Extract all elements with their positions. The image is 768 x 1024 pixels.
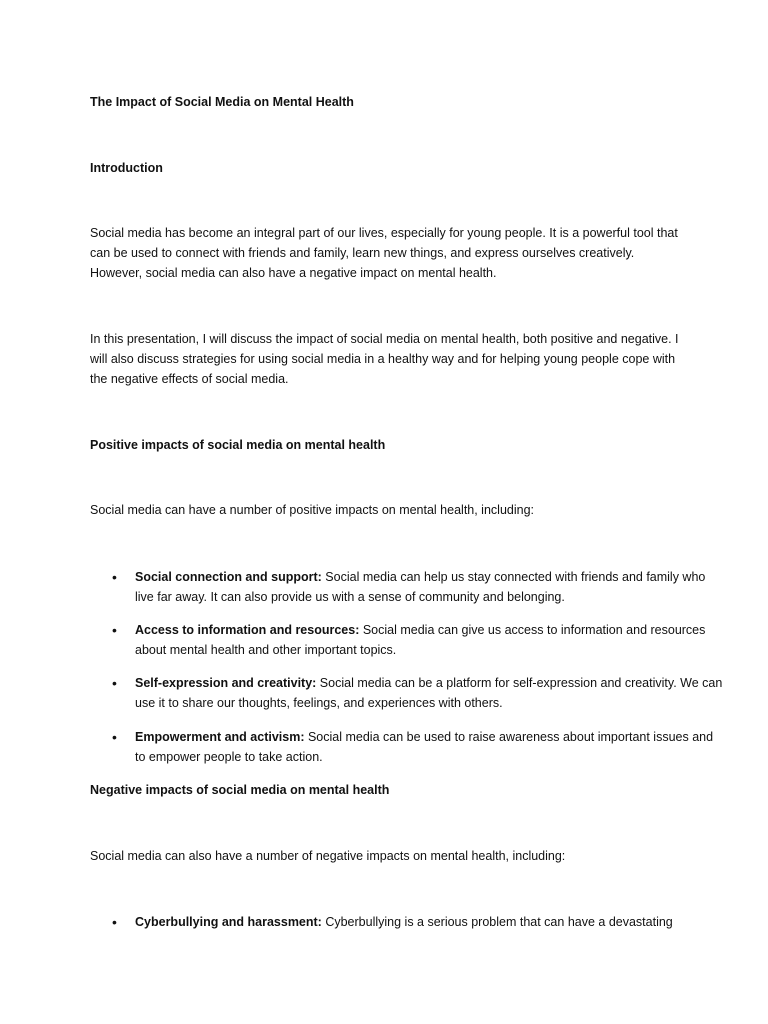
bullet-icon: • [112, 914, 117, 930]
intro-paragraph-1: Social media has become an integral part of our lives, especially for young people. It is a powerful tool that can be used to connect with friends and family, learn new things, and express ourselves creatively. However, social media can also have a negative impact on mental health. [90, 226, 678, 280]
bullet-icon: • [112, 569, 117, 585]
bullet-term: Access to information and resources: [135, 623, 360, 637]
bullet-term: Cyberbullying and harassment: [135, 915, 322, 929]
bullet-icon: • [112, 622, 117, 638]
list-item [90, 912, 725, 932]
negative-impacts-heading: Negative impacts of social media on mental health [90, 783, 390, 797]
list-item [90, 620, 725, 660]
bullet-term: Self-expression and creativity: [135, 676, 317, 690]
list-item [90, 727, 725, 767]
positive-impacts-intro: Social media can have a number of positive impacts on mental health, including: [90, 503, 535, 517]
document-title: The Impact of Social Media on Mental Health [90, 95, 354, 109]
bullet-text: Cyberbullying is a serious problem that can have a devastating [321, 915, 673, 929]
intro-paragraph-2: In this presentation, I will discuss the impact of social media on mental health, both positive and negative. I will also discuss strategies for using social media in a healthy way and for helping young people cope with the negative effects of social media. [90, 332, 679, 386]
bullet-icon: • [112, 729, 117, 745]
bullet-term: Empowerment and activism: [135, 730, 305, 744]
introduction-heading: Introduction [90, 161, 163, 175]
bullet-text: Social media can be used to raise awareness about important issues and to empower people to take action. [135, 730, 714, 764]
bullet-icon: • [112, 675, 117, 691]
list-item [90, 673, 725, 713]
bullet-text: Social media can give us access to information and resources about mental health and other important topics. [135, 623, 706, 657]
bullet-term: Social connection and support: [135, 570, 322, 584]
bullet-text: Social media can help us stay connected with friends and family who live far away. It can also provide us with a sense of community and belonging. [135, 570, 706, 604]
positive-impacts-heading: Positive impacts of social media on mental health [90, 438, 386, 452]
negative-impacts-intro: Social media can also have a number of negative impacts on mental health, including: [90, 849, 566, 863]
list-item [90, 567, 725, 607]
bullet-text: Social media can be a platform for self-expression and creativity. We can use it to share our thoughts, feelings, and experiences with others. [135, 676, 723, 710]
